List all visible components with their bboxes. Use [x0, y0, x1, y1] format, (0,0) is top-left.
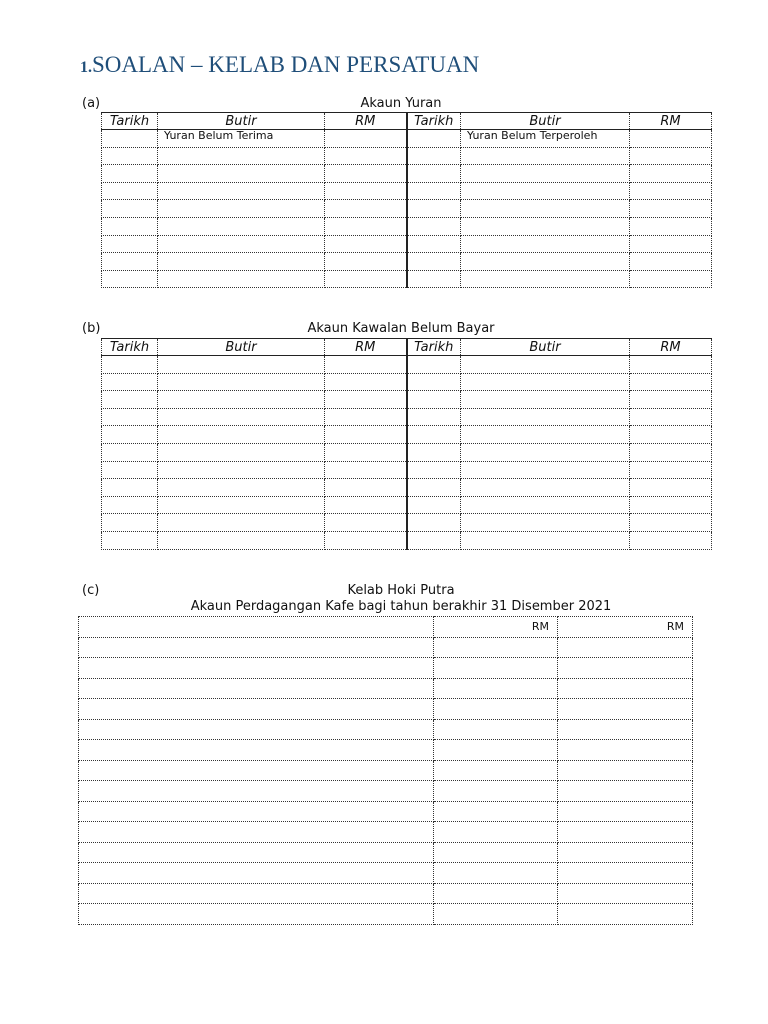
fees-account-header-row — [102, 113, 712, 130]
table-row — [79, 719, 693, 740]
header-particulars: Butir — [461, 339, 630, 356]
table-row — [79, 699, 693, 720]
table-row — [102, 391, 712, 409]
table-row — [79, 658, 693, 679]
table-row — [102, 235, 712, 253]
trading-header-row — [79, 617, 693, 638]
table-row — [102, 479, 712, 497]
part-c-label: (c) — [82, 583, 100, 598]
amount-cell — [325, 130, 407, 148]
header-date: Tarikh — [102, 339, 158, 356]
statement-title: Akaun Perdagangan Kafe bagi tahun berakhir 31 Disember 2021 — [190, 599, 612, 614]
table-row — [79, 904, 693, 925]
payables-control-account-table — [101, 338, 712, 550]
header-amount: RM — [630, 113, 712, 130]
header-particulars: Butir — [158, 113, 325, 130]
part-b-account-title: Akaun Kawalan Belum Bayar — [307, 321, 495, 336]
amount-cell — [630, 130, 712, 148]
table-row — [102, 514, 712, 532]
header-amount: RM — [325, 339, 407, 356]
table-row — [79, 822, 693, 843]
header-date: Tarikh — [102, 113, 158, 130]
amount-header: RM — [558, 617, 693, 638]
header-particulars: Butir — [158, 339, 325, 356]
table-row — [102, 165, 712, 183]
table-row — [102, 496, 712, 514]
club-name: Kelab Hoki Putra — [347, 583, 455, 598]
table-row — [79, 760, 693, 781]
particulars-cell — [79, 617, 434, 638]
header-particulars: Butir — [461, 113, 630, 130]
credit-particulars-cell: Yuran Belum Terperoleh — [461, 130, 630, 148]
table-row — [102, 426, 712, 444]
table-row — [102, 461, 712, 479]
part-a-label: (a) — [82, 96, 101, 111]
header-date: Tarikh — [407, 339, 461, 356]
question-number: 1. — [80, 59, 92, 76]
table-row — [102, 253, 712, 271]
table-row — [79, 740, 693, 761]
header-amount: RM — [630, 339, 712, 356]
question-heading — [80, 52, 479, 78]
table-row — [102, 270, 712, 288]
table-row — [102, 130, 712, 148]
date-cell — [407, 130, 461, 148]
part-b-label: (b) — [82, 321, 101, 336]
table-row — [102, 443, 712, 461]
table-row — [102, 147, 712, 165]
table-row — [102, 200, 712, 218]
fees-account-table — [101, 112, 712, 288]
table-row — [79, 637, 693, 658]
table-row — [79, 678, 693, 699]
table-row — [79, 883, 693, 904]
table-row — [102, 408, 712, 426]
table-row — [79, 863, 693, 884]
header-date: Tarikh — [407, 113, 461, 130]
table-row — [79, 801, 693, 822]
table-row — [79, 842, 693, 863]
table-row — [102, 531, 712, 549]
payables-account-header-row — [102, 339, 712, 356]
part-a-account-title: Akaun Yuran — [360, 96, 442, 111]
question-title: SOALAN – KELAB DAN PERSATUAN — [92, 52, 480, 77]
table-row — [79, 781, 693, 802]
date-cell — [102, 130, 158, 148]
header-amount: RM — [325, 113, 407, 130]
cafe-trading-account-table — [78, 616, 693, 925]
table-row — [102, 217, 712, 235]
amount-header: RM — [434, 617, 558, 638]
debit-particulars-cell: Yuran Belum Terima — [158, 130, 325, 148]
table-row — [102, 182, 712, 200]
table-row — [102, 356, 712, 374]
table-row — [102, 373, 712, 391]
